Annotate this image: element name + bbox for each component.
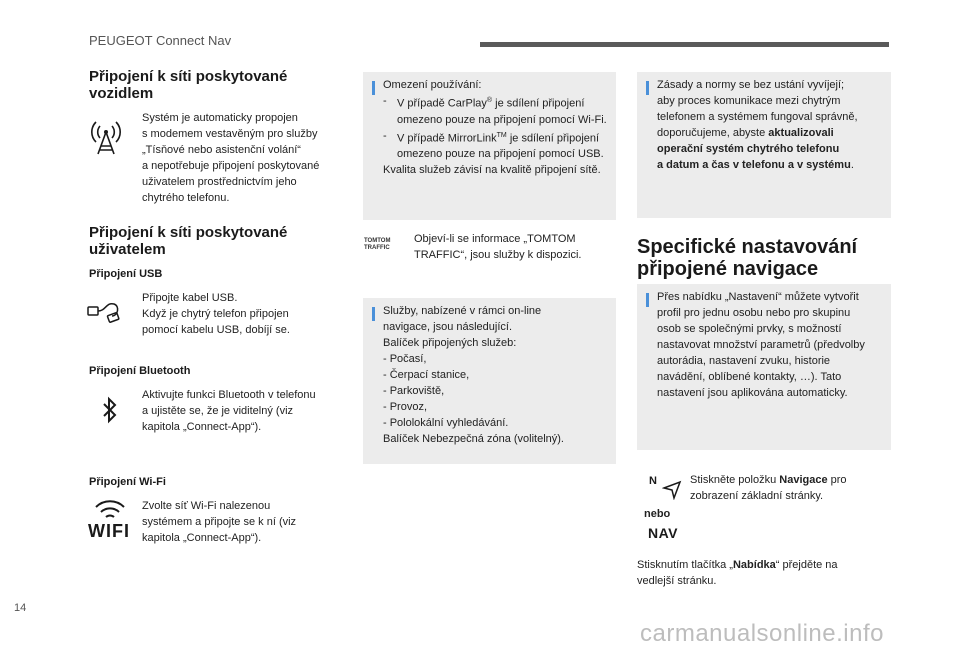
antenna-icon: [88, 116, 124, 156]
wifi-icon-label: WIFI: [88, 521, 130, 541]
bluetooth-text: Aktivujte funkci Bluetooth v telefonu a ujistěte se, že je viditelný (viz kapitola „Connect-App“).: [142, 389, 316, 433]
vehicle-connection-text: Systém je automaticky propojen s modemem vestavěným pro služby „Tísňové nebo asistenční volání“ a nepotřebuje připojení poskytované uživatelem prostřednictvím jeho chytrého telefonu.: [142, 112, 320, 204]
header-title: PEUGEOT Connect Nav: [89, 33, 232, 48]
wifi-title: Připojení Wi-Fi: [89, 476, 166, 488]
heading-connected-nav-settings: Specifické nastavování připojené navigace: [637, 236, 858, 280]
navigation-arrow-icon: [662, 480, 682, 500]
note-stripe: [646, 293, 649, 307]
heading-user-connection: Připojení k síti poskytované uživatelem: [89, 224, 288, 258]
usb-cable-icon: [86, 298, 126, 324]
usage-limits-intro: Omezení používání:: [383, 79, 482, 91]
tomtom-traffic-text: Objeví-li se informace „TOMTOM TRAFFIC“, jsou služby k dispozici.: [414, 233, 582, 261]
standards-text: Zásady a normy se bez ustání vyvíjejí; aby proces komunikace mezi chytrým telefonem a systémem fungoval správně, doporučujeme, abyste aktualizovali operační systém chytrého telefonu a datum a čas v telefonu a v systému.: [657, 79, 858, 171]
wifi-icon: [92, 498, 128, 520]
settings-text: Přes nabídku „Nastavení“ můžete vytvořit profil pro jednu osobu nebo pro skupinu osob se společnými prvky, s možností nastavovat množství parametrů (předvolby autorádia, nastavení zvuku, historie navádění, oblíbené kontakty, …). Tato nastavení jsou aplikována automaticky.: [657, 291, 865, 399]
page-number: 14: [14, 602, 27, 614]
usb-title: Připojení USB: [89, 268, 163, 280]
usage-item-carplay: - V případě CarPlay® je sdílení připojení omezeno pouze na připojení pomocí Wi-Fi.: [383, 95, 607, 126]
bluetooth-icon: [102, 396, 118, 424]
settings-note: [637, 284, 891, 450]
note-stripe: [372, 81, 375, 95]
usage-limits-note: [363, 72, 616, 220]
online-services-text: Služby, nabízené v rámci on-line navigace, jsou následující. Balíček připojených služeb: - Počasí, - Čerpací stanice, - Parkoviště, - Provoz, - Pololokální vyhledávání. Balíček Nebezpečná zóna (volitelný).: [383, 305, 564, 445]
wifi-text: Zvolte síť Wi-Fi nalezenou systémem a připojte se k ní (viz kapitola „Connect-App“).: [142, 500, 297, 544]
note-stripe: [372, 307, 375, 321]
heading-vehicle-connection: Připojení k síti poskytované vozidlem: [89, 68, 288, 102]
press-navigation-text: Stiskněte položku Navigace pro zobrazení základní stránky.: [690, 474, 847, 502]
tomtom-traffic-logo: TOMTOM TRAFFIC: [364, 238, 391, 251]
note-stripe: [646, 81, 649, 95]
online-services-note: [363, 298, 616, 464]
menu-button-text: Stisknutím tlačítka „Nabídka“ přejděte na vedlejší stránku.: [637, 559, 838, 587]
nav-button-label: NAV: [648, 525, 679, 541]
standards-note: [637, 72, 891, 218]
or-label: nebo: [644, 508, 671, 520]
header-bar: [480, 42, 889, 47]
usage-limits-outro: Kvalita služeb závisí na kvalitě připojení sítě.: [383, 164, 601, 177]
watermark: carmanualsonline.info: [640, 620, 884, 647]
usb-text: Připojte kabel USB. Když je chytrý telefon připojen pomocí kabelu USB, dobíjí se.: [142, 292, 290, 336]
nav-north-label: N: [649, 475, 657, 487]
bluetooth-title: Připojení Bluetooth: [89, 365, 191, 377]
usage-item-mirrorlink: - V případě MirrorLink™ je sdílení připojení omezeno pouze na připojení pomocí USB.: [383, 129, 604, 161]
